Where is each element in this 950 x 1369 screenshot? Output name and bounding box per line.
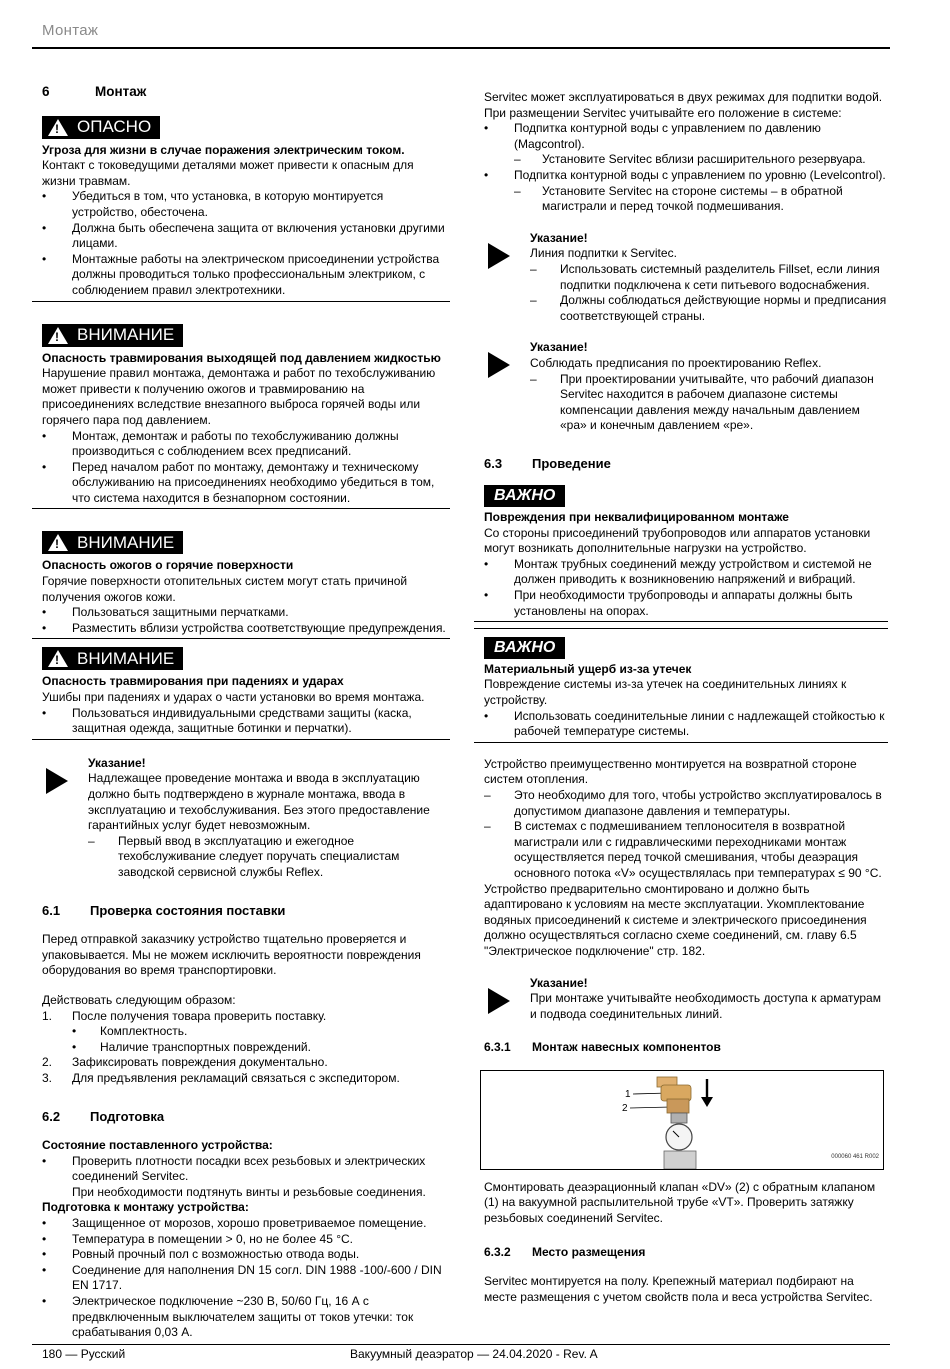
caution-block bbox=[32, 322, 450, 510]
list-item: • Монтаж трубных соединений между устройством и системой не должен приводить к возникновению напряжений и вибраций. bbox=[484, 556, 872, 587]
caution-title: Опасность травмирования при падениях и ударах bbox=[42, 674, 344, 689]
list-item: – Должны соблюдаться действующие нормы и предписания соответствующей страны. bbox=[530, 293, 887, 323]
section-heading-6-3-1: 6.3.1 Монтаж навесных компонентов bbox=[484, 1040, 721, 1055]
list-item-continuation: При необходимости подтянуть винты и резьбовые соединения. bbox=[72, 1184, 426, 1199]
list-item: • Использовать соединительные линии с надлежащей стойкостью к рабочей температуре системы. bbox=[484, 708, 885, 739]
list-item: • Электрическое подключение ~230 В, 50/60 Гц, 16 А с предвключенным выключателем защиты от токов утечки: ток срабатывания 0,03 А. bbox=[42, 1294, 414, 1340]
warning-triangle-icon bbox=[48, 534, 68, 551]
header-rule bbox=[32, 47, 890, 49]
caution-text: Ушибы при падениях и ударах о части установки во время монтажа. bbox=[42, 690, 425, 705]
important-badge: ВАЖНО bbox=[484, 485, 565, 507]
caution-badge: ! ВНИМАНИЕ bbox=[42, 324, 183, 347]
list-item: • Подпитка контурной воды с управлением по давлению (Magcontrol). bbox=[484, 121, 821, 151]
list-item: • Пользоваться индивидуальными средствами защиты (каска, защитная одежда, защитные ботинки и перчатки). bbox=[42, 705, 412, 736]
list-item: • Монтаж, демонтаж и работы по техобслуживанию должны производиться с соблюдением всех предписаний. bbox=[42, 428, 399, 459]
list-item: • Наличие транспортных повреждений. bbox=[72, 1039, 311, 1054]
list-item: 1. После получения товара проверить поставку. bbox=[42, 1008, 327, 1023]
list-item: – Установите Servitec на стороне системы – в обратной магистрали и перед точкой подмешивания. bbox=[514, 183, 843, 214]
left-column bbox=[42, 82, 450, 1341]
list-item: 3. Для предъявления рекламаций связаться с экспедитором. bbox=[42, 1070, 400, 1085]
note-block bbox=[42, 756, 450, 881]
list-item: – В системах с подмешиванием теплоносителя в возвратной магистрали или с гидравлическими переходниками монтаж осуществляется перед точкой смешивания, чтобы деаэрация основного потока «V» осуществлялась при температурах ≤ 90 °C. bbox=[484, 819, 882, 880]
subheading: Состояние поставленного устройства: bbox=[42, 1138, 273, 1153]
caution-title: Опасность травмирования выходящей под давлением жидкостью bbox=[42, 350, 441, 365]
note-title: Указание! bbox=[530, 975, 588, 990]
note-title: Указание! bbox=[530, 340, 588, 355]
section-heading-6-3: 6.3 Проведение bbox=[484, 455, 611, 471]
list-item: • Комплектность. bbox=[72, 1024, 188, 1039]
list-item: • При необходимости трубопроводы и аппараты должны быть установлены на опорах. bbox=[484, 588, 853, 618]
list-item: • Подпитка контурной воды с управлением по уровню (Levelcontrol). bbox=[484, 167, 886, 182]
important-block bbox=[474, 485, 888, 622]
list-item: • Монтажные работы на электрическом присоединении устройства должны проводиться только профессиональным электриком, с соблюдением правил электротехники. bbox=[42, 251, 440, 297]
danger-block bbox=[32, 114, 450, 302]
important-badge: ВАЖНО bbox=[484, 637, 565, 659]
paragraph: Servitec монтируется на полу. Крепежный материал подбирают на месте размещения с учетом свойств пола и веса устройства Servitec. bbox=[484, 1274, 873, 1304]
warning-triangle-icon bbox=[48, 327, 68, 344]
caution-badge: ! ВНИМАНИЕ bbox=[42, 647, 183, 670]
deaeration-valve-drawing bbox=[481, 1071, 883, 1169]
section-heading: 6 Монтаж bbox=[42, 84, 147, 99]
callout-1: 1 bbox=[625, 1088, 631, 1100]
note-text: Линия подпитки к Servitec. bbox=[530, 246, 677, 261]
note-block bbox=[484, 340, 888, 434]
list-item: – Первый ввод в эксплуатацию и ежегодное техобслуживание следует поручать специалистам заводской сервисной службы Reflex. bbox=[88, 833, 400, 879]
section-heading-6-1: 6.1 Проверка состояния поставки bbox=[42, 902, 286, 918]
danger-title: Угроза для жизни в случае поражения электрическим током. bbox=[42, 142, 405, 157]
valve-illustration bbox=[480, 1070, 884, 1170]
paragraph: Перед отправкой заказчику устройство тщательно проверяется и упаковывается. Мы не можем исключить вероятности повреждения оборудования во время транспортировки. bbox=[42, 932, 421, 978]
paragraph: Устройство преимущественно монтируется на возвратной стороне систем отопления. bbox=[484, 756, 857, 787]
note-block bbox=[484, 231, 888, 325]
list-item: 2. Зафиксировать повреждения документально. bbox=[42, 1055, 328, 1070]
important-text: Со стороны присоединений трубопроводов или аппаратов установки могут возникать дополнительные нагрузки на устройство. bbox=[484, 525, 871, 556]
important-title: Повреждения при неквалифицированном монтаже bbox=[484, 510, 789, 525]
important-title: Материальный ущерб из-за утечек bbox=[484, 661, 692, 676]
list-item: – Использовать системный разделитель Fillset, если линия подпитки подключена к сети питьевого водоснабжения. bbox=[530, 261, 880, 292]
note-arrow-icon bbox=[46, 768, 68, 794]
list-item: • Защищенное от морозов, хорошо проветриваемое помещение. bbox=[42, 1216, 427, 1231]
list-item: • Убедиться в том, что установка, в которую монтируется устройство, обесточена. bbox=[42, 189, 384, 219]
caution-block bbox=[32, 645, 450, 739]
list-item: • Разместить вблизи устройства соответствующие предупреждения. bbox=[42, 620, 446, 635]
callout-2: 2 bbox=[622, 1102, 628, 1114]
caution-text: Нарушение правил монтажа, демонтажа и работ по техобслуживанию может привести к получению ожогов и травмированию на присоединениях вследствие внезапного выброса горячей воды или горячего пара под давлением. bbox=[42, 366, 436, 427]
note-block bbox=[484, 976, 888, 1023]
warning-triangle-icon bbox=[48, 650, 68, 667]
list-item: • Должна быть обеспечена защита от включения установки другими лицами. bbox=[42, 220, 445, 251]
danger-text: Контакт с токоведущими деталями может привести к опасным для жизни травмам. bbox=[42, 158, 414, 188]
section-heading-6-2: 6.2 Подготовка bbox=[42, 1108, 165, 1124]
figure-code: 000060 461 R002 bbox=[831, 1154, 879, 1161]
caution-badge: ! ВНИМАНИЕ bbox=[42, 531, 183, 554]
page-number: 180 — Русский bbox=[42, 1347, 126, 1361]
note-title: Указание! bbox=[88, 755, 146, 770]
important-block bbox=[474, 628, 888, 743]
list-item: • Перед началом работ по монтажу, демонтажу и техническому обслуживанию на присоединениях необходимо убедиться в том, что система находится в безнапорном состоянии. bbox=[42, 459, 435, 505]
subheading: Подготовка к монтажу устройства: bbox=[42, 1200, 249, 1215]
warning-triangle-icon bbox=[48, 119, 68, 136]
note-arrow-icon bbox=[488, 243, 510, 269]
note-arrow-icon bbox=[488, 988, 510, 1014]
list-item: • Ровный прочный пол с возможностью отвода воды. bbox=[42, 1247, 360, 1262]
caution-text: Горячие поверхности отопительных систем могут стать причиной получения ожогов кожи. bbox=[42, 574, 408, 604]
list-item: – При проектировании учитывайте, что рабочий диапазон Servitec находится в рабочем диапазоне системы компенсации давления между начальным давлением «pa» и конечным давлением «pe». bbox=[530, 371, 874, 433]
caution-title: Опасность ожогов о горячие поверхности bbox=[42, 558, 294, 573]
paragraph: Смонтировать деаэрационный клапан «DV» (2) с обратным клапаном (1) на вакуумной распылительной трубе «VT». Проверить затяжку резьбовых соединений Servitec. bbox=[484, 1179, 876, 1226]
paragraph: Servitec может эксплуатироваться в двух режимах для подпитки водой. При размещении Servitec учитывайте его положение в системе: bbox=[484, 90, 883, 120]
important-text: Повреждение системы из-за утечек на соединительных линиях к устройству. bbox=[484, 677, 847, 707]
note-text: При монтаже учитывайте необходимость доступа к арматурам и подвода соединительных линий. bbox=[530, 991, 881, 1021]
running-header: Монтаж bbox=[42, 22, 99, 39]
list-item: • Соединение для наполнения DN 15 согл. DIN 1988 -100/-600 / DIN EN 1717. bbox=[42, 1262, 442, 1293]
list-item: – Установите Servitec вблизи расширительного резервуара. bbox=[514, 152, 866, 167]
caution-block bbox=[32, 529, 450, 639]
list-item: • Проверить плотности посадки всех резьбовых и электрических соединений Servitec. bbox=[42, 1153, 426, 1184]
danger-badge: ! ОПАСНО bbox=[42, 116, 160, 139]
list-item: • Температура в помещении > 0, но не более 45 °C. bbox=[42, 1231, 353, 1246]
section-heading-6-3-2: 6.3.2 Место размещения bbox=[484, 1244, 646, 1259]
note-text: Соблюдать предписания по проектированию Reflex. bbox=[530, 355, 822, 370]
document-info: Вакуумный деаэратор — 24.04.2020 - Rev. A bbox=[350, 1347, 598, 1361]
paragraph: Устройство предварительно смонтировано и должно быть адаптировано к условиям на месте эксплуатации. Укомплектование водяных присоединений к системе и электрического присоединения должно осуществляться согласно схеме соединений, см. главу 6.5 "Электрическое подключение" стр. 182. bbox=[484, 881, 867, 958]
right-column bbox=[484, 90, 888, 1305]
note-arrow-icon bbox=[488, 352, 510, 378]
list-item: • Пользоваться защитными перчатками. bbox=[42, 605, 289, 620]
list-item: – Это необходимо для того, чтобы устройство эксплуатировалось в допустимом диапазоне давления и температуры. bbox=[484, 787, 882, 818]
note-text: Надлежащее проведение монтажа и ввода в эксплуатацию должно быть подтверждено в журнале монтажа, ввода в эксплуатацию и техобслуживания. Без этого предоставление гарантийных услуг будет невозможным. bbox=[88, 771, 430, 833]
note-title: Указание! bbox=[530, 230, 588, 245]
paragraph: Действовать следующим образом: bbox=[42, 992, 236, 1007]
footer-rule bbox=[32, 1344, 890, 1345]
